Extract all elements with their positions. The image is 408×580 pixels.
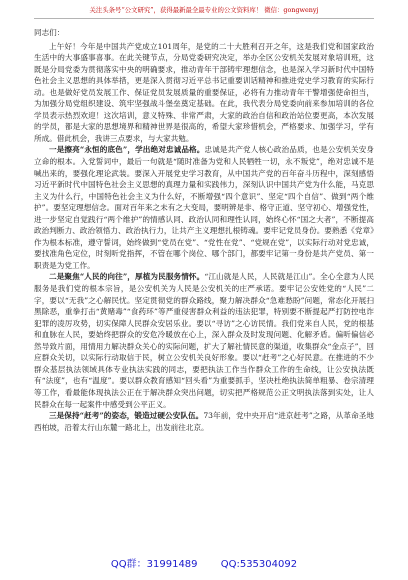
speech-body — [34, 27, 374, 433]
section-2-title: 二是聚焦“人民的向往”，厚植为民服务情怀。 — [49, 272, 205, 282]
top-banner: 关注头条号“公文研究”，获得最新最全最专业的公文资料库！ 微信：gongwenyj — [89, 6, 319, 14]
section-1-title: 一是擦亮“永恒的底色”，学出绝对忠诚品格。 — [49, 145, 205, 155]
salutation: 同志们： — [34, 28, 65, 37]
intro-paragraph: 上午好！今年是中国共产党成立101周年，是党的二十大胜利召开之年，这是我们党和国家政治生活中的大事盛事喜事。在此关键节点，分局党委研究决定，举办全区公安机关发展对象培训班，这既是分局党委为贯彻落实中央的明确要求，推动青年干部铸牢理想信念，也是深入学习新时代中国特色社会主义思想的具体举措，更是深入贯彻习近平总书记重要训话精神和推进党史学习教育的实际行动。也是做好党员发展工作、保证党员发展质量的重要保证，必将有力推动青年干警增强使命担当，为加强分局党组织建设、筑牢坚强战斗堡垒奠定基础。在此，我代表分局党委向前来参加培训的各位学员表示热烈欢迎！这次培训，意义特殊、非常严肃，大家的政治自信和政治站位要更高，本次发展的学员，都是大家的思想境界和精神世界是很高的，希望大家珍惜机会，严格要求、加强学习，学有所成。借此机会，我讲三点要求，与大家共勉。 — [34, 41, 374, 143]
section-2 — [34, 271, 374, 410]
footer-qq-group: QQ群：31991489 — [110, 559, 198, 570]
footer-contact — [0, 555, 408, 570]
section-3-title: 三是保持“赶考”的姿态，锻造过硬公安队伍。 — [49, 411, 204, 421]
footer-qq: QQ:535304092 — [220, 559, 298, 570]
section-1 — [34, 144, 374, 271]
banner-divider — [34, 18, 374, 19]
section-2-body: “江山就是人民，人民就是江山”。全心全意为人民服务是我们党的根本宗旨，是公安机关为人民是公安机关的庄严承诺。要牢记公安姓党的“人民”二字，要以“无我”之心解民忧。坚定贯彻党的群众路线，聚力解决群众“急难愁盼”问题，常态化开展扫黑除恶，重拳打击“黄赌毒”“食药环”等严重侵害群众利益的违法犯罪，特别要不断提起严打防控电诈犯罪的凌厉攻势，切实保障人民群众安居乐业。要以“寻访”之心访民情。我们党来自人民，党的根基和血脉在人民，要始终把群众的安危冷暖放在心上，深入群众及时发现问题、化解矛盾。偏听偏信必然导致片面，用情用力解决群众关心的实际问题，扩大了解社情民意的渠道，收集群众“金点子”，回应群众关切，以实际行动取信于民，树立公安机关良好形象。要以“赶考”之心好民意。在推进的不少群众基层执法领域具体专业执法实践的同志，要把执法工作当作群众工作的生命线，让公安执法既有“法度”，也有“温度”。要以群众教育感知“回头看”为重要抓手，坚决杜绝执法简单粗暴、卷宗清理等工作，看最能体现执法公正在于解决群众突出问题，切实把严格规范公正文明执法落到实处，让人民群众在每一起案件中感受到公平正义。 — [34, 272, 375, 409]
section-1-body: 忠诚是共产党人核心政治品质，也是公安机关安身立命的根本。入党誓词中，最后一句就是“随时准备为党和人民牺牲一切，永不叛党”，绝对忠诚不是喊出来的，要强化理论武装。要深入开展党史学习教育，从中国共产党的百年奋斗历程中，深刻感悟习近平新时代中国特色社会主义思想的真理力量和实践伟力，深刻认识中国共产党为什么能，马克思主义为什么行，中国特色社会主义为什么好，不断增强“四个意识”、坚定“四个自信”、做到“两个维护”。要坚定理想信念。面对百年来之未有之大变局，要明辨是非、格守正道、坚守初心、增强党性，进一步坚定自觉践行“两个维护”的情感认同、政治认同和理性认同，始终心怀“国之大者”，不断提高政治判断力、政治领悟力、政治执行力，让共产主义理想扎根铸魂。要牢记党员身份。要熟悉《党章》作为根本标准，遵守誓词，始终做到“党员在党”、“党性在党”、“党规在党”，以实际行动对党忠诚，要找准角色定位，时刻听党指挥，不管在哪个岗位、哪个部门，都要牢记第一身份是共产党员、第一职责是为党工作。 — [34, 145, 375, 270]
section-3-body: 73年前，党中央开启“进京赶考”之路，从革命圣地西柏坡，沿着太行山东麓一路北上，出发前往北京。 — [34, 411, 374, 432]
section-3 — [34, 410, 374, 433]
